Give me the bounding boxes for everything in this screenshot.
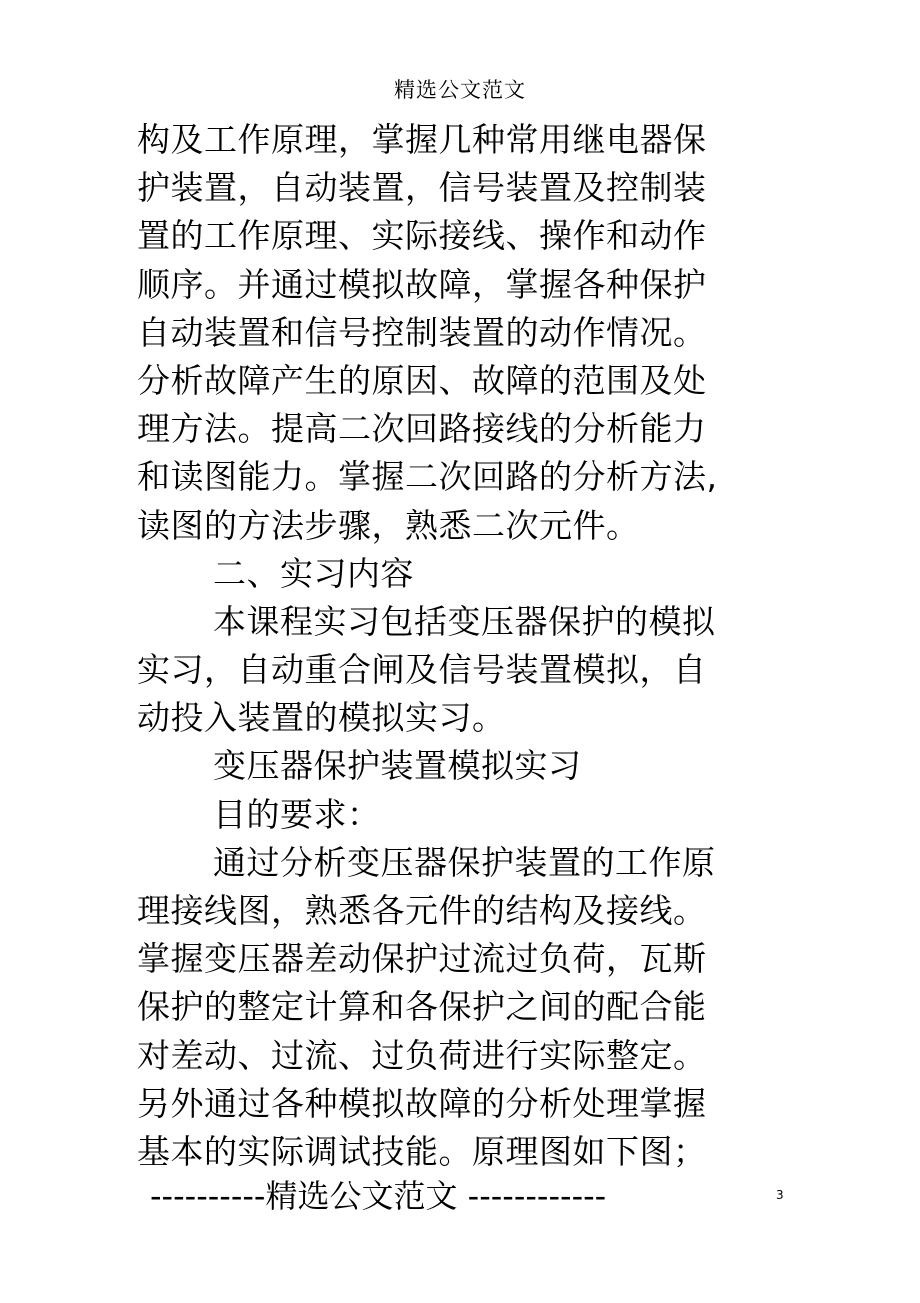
- subsection-heading: 目的要求：: [213, 794, 381, 834]
- body-line: 另外通过各种模拟故障的分析处理掌握: [137, 1083, 707, 1123]
- document-body: [137, 116, 737, 1176]
- body-line: 读图的方法步骤，熟悉二次元件。: [137, 505, 640, 545]
- body-line: 本课程实习包括变压器保护的模拟: [213, 601, 716, 641]
- body-line: 构及工作原理，掌握几种常用继电器保: [137, 120, 707, 159]
- body-line: 和读图能力。掌握二次回路的分析方法,: [137, 457, 718, 497]
- body-line: 分析故障产生的原因、故障的范围及处: [137, 360, 707, 400]
- body-line: 自动装置和信号控制装置的动作情况。: [137, 312, 707, 352]
- body-line: 对差动、过流、过负荷进行实际整定。: [137, 1035, 707, 1075]
- body-line: 基本的实际调试技能。原理图如下图；: [137, 1131, 707, 1171]
- page-header: 精选公文范文: [394, 78, 526, 102]
- body-line: 动投入装置的模拟实习。: [137, 698, 506, 738]
- body-line: 通过分析变压器保护装置的工作原: [213, 842, 716, 882]
- body-line: 实习，自动重合闸及信号装置模拟，自: [137, 650, 707, 690]
- body-line: 顺序。并通过模拟故障，掌握各种保护: [137, 264, 707, 304]
- body-line: 护装置，自动装置，信号装置及控制装: [137, 168, 707, 208]
- page-number: 3: [776, 1188, 784, 1202]
- body-line: 掌握变压器差动保护过流过负荷，瓦斯: [137, 939, 707, 979]
- subsection-heading: 变压器保护装置模拟实习: [213, 746, 582, 786]
- body-line: 置的工作原理、实际接线、操作和动作: [137, 216, 707, 256]
- section-heading: 二、实习内容: [213, 553, 414, 593]
- body-line: 理方法。提高二次回路接线的分析能力: [137, 409, 707, 449]
- body-line: 保护的整定计算和各保护之间的配合能: [137, 987, 707, 1027]
- page-footer: ----------精选公文范文 ------------: [150, 1177, 607, 1215]
- body-line: 理接线图，熟悉各元件的结构及接线。: [137, 891, 707, 930]
